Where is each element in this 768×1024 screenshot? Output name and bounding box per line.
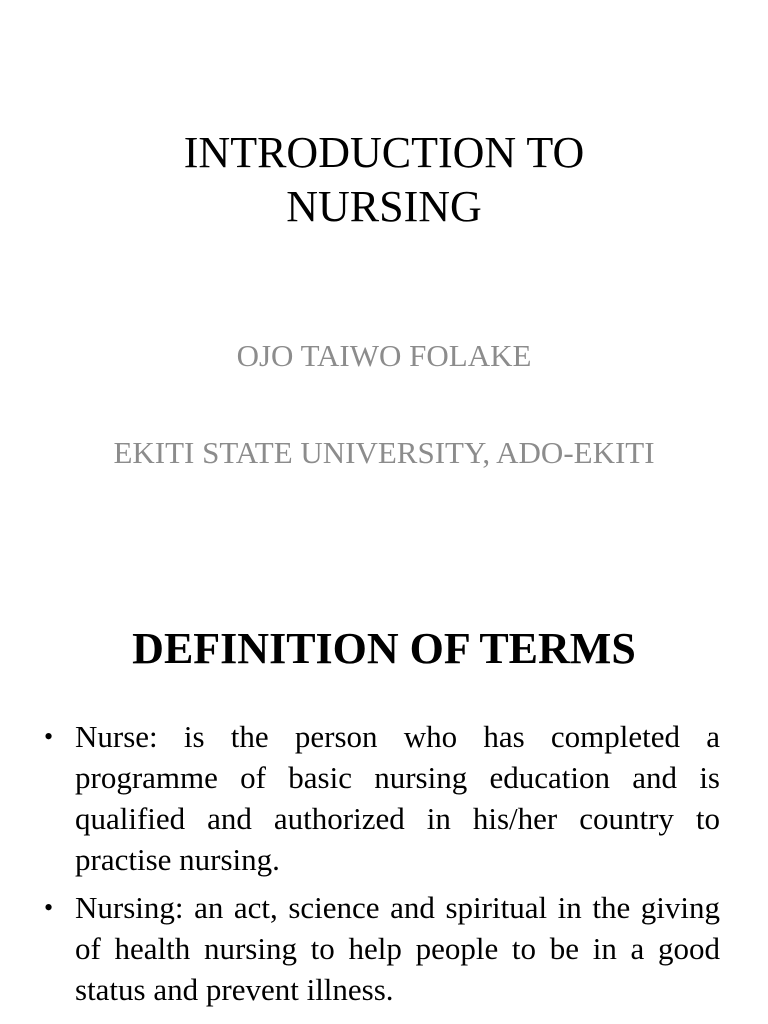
definition-list bbox=[0, 716, 768, 1017]
title-line-2: NURSING bbox=[286, 182, 482, 231]
definitions-slide bbox=[0, 576, 768, 1024]
title-line-1: INTRODUCTION TO bbox=[183, 128, 585, 177]
definition-text: Nursing: an act, science and spiritual in the giving of health nursing to help people to be in a good status and prevent illness. bbox=[75, 890, 720, 1007]
slide-heading: DEFINITION OF TERMS bbox=[132, 624, 636, 673]
definition-text: Nurse: is the person who has completed a programme of basic nursing education and is qualified and authorized in his/her country to practise nursing. bbox=[75, 719, 720, 877]
bullet-icon: • bbox=[44, 893, 54, 922]
affiliation: EKITI STATE UNIVERSITY, ADO-EKITI bbox=[113, 435, 655, 470]
bullet-icon: • bbox=[44, 722, 54, 751]
author-name: OJO TAIWO FOLAKE bbox=[236, 338, 532, 373]
list-item bbox=[0, 716, 768, 880]
slide-title bbox=[0, 126, 768, 234]
list-item bbox=[0, 887, 768, 1010]
